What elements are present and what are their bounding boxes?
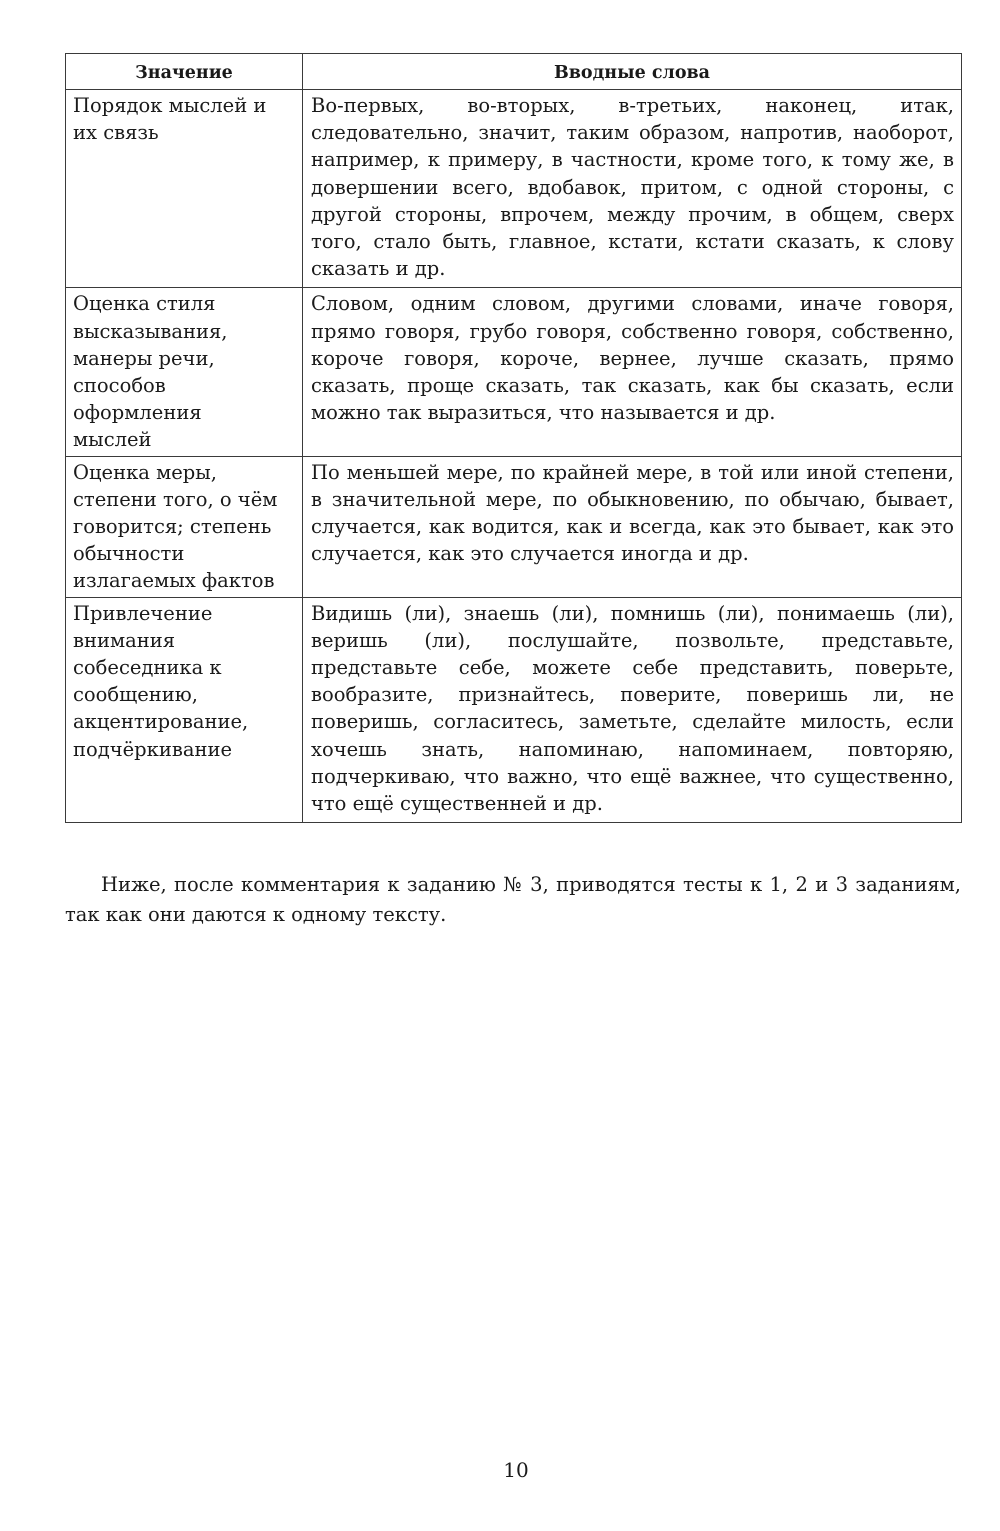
- words-cell: Словом, одним словом, другими словами, иначе говоря, прямо говоря, грубо говоря, собственно говоря, собственно, короче говоря, короче, вернее, лучше сказать, прямо сказать, проще сказать, так сказать, как бы сказать, если можно так выразиться, что называется и др.: [303, 288, 962, 456]
- meaning-cell: Порядок мыслей и их связь: [66, 90, 303, 288]
- header-introductory-words: Вводные слова: [303, 54, 962, 90]
- note-paragraph: Ниже, после комментария к заданию № 3, приводятся тесты к 1, 2 и 3 заданиям, так как они даются к одному тексту.: [65, 873, 961, 926]
- meaning-cell: Привлечение внимания собеседника к сообщению, акцентирование, подчёркивание: [66, 597, 303, 823]
- table-header-row: [66, 54, 962, 90]
- header-meaning: Значение: [66, 54, 303, 90]
- words-cell: По меньшей мере, по крайней мере, в той или иной степени, в значительной мере, по обыкновению, по обычаю, бывает, случается, как водится, как и всегда, как это бывает, как это случается, как это случается иногда и др.: [303, 456, 962, 597]
- table-row: [66, 90, 962, 288]
- introductory-words-table: [65, 53, 962, 823]
- words-cell: Видишь (ли), знаешь (ли), помнишь (ли), понимаешь (ли), веришь (ли), послушайте, позвольте, представьте, представьте себе, можете себе представить, поверьте, вообразите, признайтесь, поверите, поверишь ли, не поверишь, согласитесь, заметьте, сделайте милость, если хочешь знать, напоминаю, напоминаем, повторяю, подчеркиваю, что важно, что ещё важнее, что существенно, что ещё существенней и др.: [303, 597, 962, 823]
- words-cell: Во-первых, во-вторых, в-третьих, наконец, итак, следовательно, значит, таким образом, напротив, наоборот, например, к примеру, в частности, кроме того, к тому же, в довершении всего, вдобавок, притом, с одной стороны, с другой стороны, впрочем, между прочим, в общем, сверх того, стало быть, главное, кстати, кстати сказать, к слову сказать и др.: [303, 90, 962, 288]
- meaning-cell: Оценка меры, степени того, о чём говорится; степень обычности излагаемых фактов: [66, 456, 303, 597]
- table-row: [66, 597, 962, 823]
- table-row: [66, 456, 962, 597]
- table-row: [66, 288, 962, 456]
- page-number: 10: [503, 1458, 529, 1482]
- meaning-cell: Оценка стиля высказывания, манеры речи, способов оформления мыслей: [66, 288, 303, 456]
